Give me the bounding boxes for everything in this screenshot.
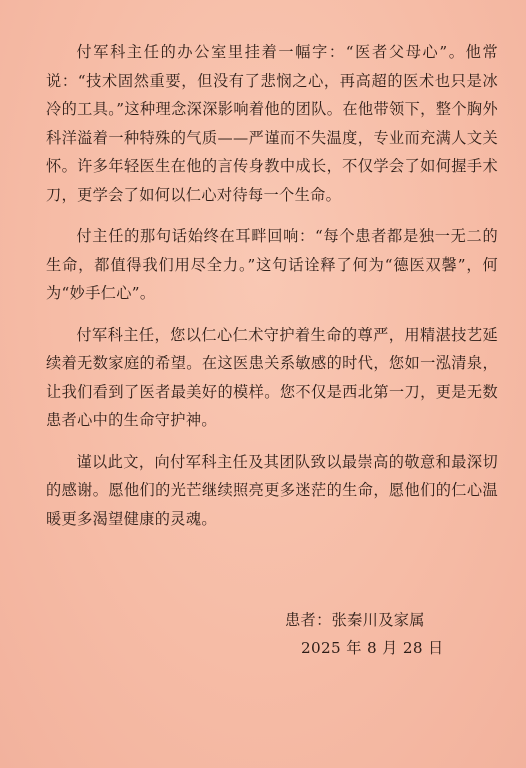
signature-date: 2025 年 8 月 28 日 — [301, 639, 444, 657]
letter-paragraph-4: 谨以此文，向付军科主任及其团队致以最崇高的敬意和最深切的感谢。愿他们的光芒继续照亮更多迷茫的生命，愿他们的仁心温暖更多渴望健康的灵魂。 — [46, 452, 498, 528]
letter-paragraph-1: 付军科主任的办公室里挂着一幅字：“医者父母心”。他常说：“技术固然重要，但没有了悲悯之心，再高超的医术也只是冰冷的工具。”这种理念深深影响着他的团队。在他带领下，整个胸外科洋溢着一种特殊的气质——严谨而不失温度，专业而充满人文关怀。许多年轻医生在他的言传身教中成长，不仅学会了如何握手术刀，更学会了如何以仁心对待每一个生命。 — [46, 43, 498, 204]
signature-block — [285, 606, 444, 662]
letter-paragraph-2: 付主任的那句话始终在耳畔回响：“每个患者都是独一无二的生命，都值得我们用尽全力。”这句话诠释了何为“德医双馨”，何为“妙手仁心”。 — [46, 227, 498, 302]
letter-body — [46, 38, 498, 546]
signature-name: 患者：张秦川及家属 — [285, 611, 425, 629]
letter-paragraph-3: 付军科主任，您以仁心仁术守护着生命的尊严，用精湛技艺延续着无数家庭的希望。在这医患关系敏感的时代，您如一泓清泉，让我们看到了医者最美好的模样。您不仅是西北第一刀，更是无数患者心中的生命守护神。 — [46, 325, 498, 429]
